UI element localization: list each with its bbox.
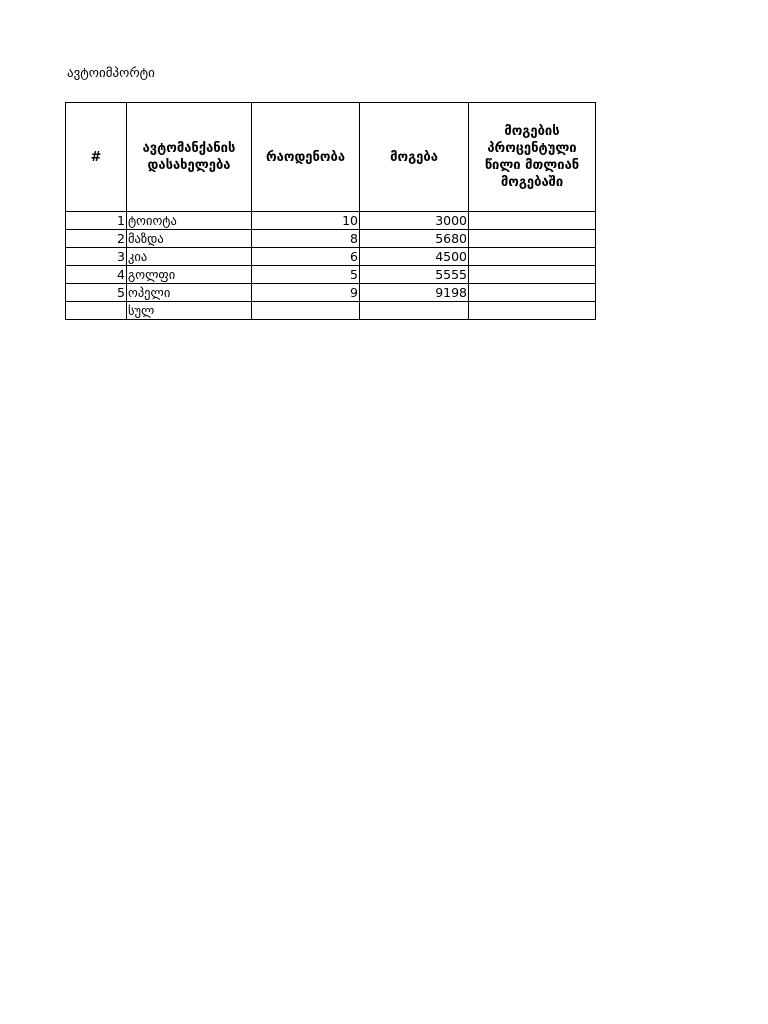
- cell-profit-share[interactable]: [469, 266, 596, 284]
- cell-quantity[interactable]: 6: [252, 248, 360, 266]
- cell-number[interactable]: [66, 302, 127, 320]
- cell-number[interactable]: 4: [66, 266, 127, 284]
- cell-number[interactable]: 2: [66, 230, 127, 248]
- header-profit[interactable]: მოგება: [360, 103, 469, 212]
- cell-total-profit[interactable]: [360, 302, 469, 320]
- cell-quantity[interactable]: 9: [252, 284, 360, 302]
- cell-total-share[interactable]: [469, 302, 596, 320]
- cell-quantity[interactable]: 8: [252, 230, 360, 248]
- table-row: [66, 266, 596, 284]
- cell-car-name[interactable]: ოპელი: [127, 284, 252, 302]
- header-number[interactable]: #: [66, 103, 127, 212]
- cell-car-name[interactable]: კია: [127, 248, 252, 266]
- cell-car-name[interactable]: მაზდა: [127, 230, 252, 248]
- car-import-table: [65, 102, 596, 320]
- cell-number[interactable]: 3: [66, 248, 127, 266]
- cell-car-name[interactable]: გოლფი: [127, 266, 252, 284]
- cell-profit-share[interactable]: [469, 230, 596, 248]
- cell-profit[interactable]: 3000: [360, 212, 469, 230]
- cell-quantity[interactable]: 10: [252, 212, 360, 230]
- cell-profit[interactable]: 5680: [360, 230, 469, 248]
- cell-profit-share[interactable]: [469, 248, 596, 266]
- header-car-name[interactable]: ავტომანქანის დასახელება: [127, 103, 252, 212]
- total-row: [66, 302, 596, 320]
- document-title: ავტოიმპორტი: [67, 66, 155, 81]
- table-row: [66, 212, 596, 230]
- cell-profit[interactable]: 9198: [360, 284, 469, 302]
- cell-car-name[interactable]: ტოიოტა: [127, 212, 252, 230]
- cell-quantity[interactable]: 5: [252, 266, 360, 284]
- cell-total-label[interactable]: სულ: [127, 302, 252, 320]
- header-quantity[interactable]: რაოდენობა: [252, 103, 360, 212]
- table-row: [66, 248, 596, 266]
- cell-total-quantity[interactable]: [252, 302, 360, 320]
- cell-profit[interactable]: 4500: [360, 248, 469, 266]
- table-row: [66, 284, 596, 302]
- header-row: [66, 103, 596, 212]
- cell-profit-share[interactable]: [469, 284, 596, 302]
- cell-profit[interactable]: 5555: [360, 266, 469, 284]
- cell-number[interactable]: 5: [66, 284, 127, 302]
- cell-number[interactable]: 1: [66, 212, 127, 230]
- table-row: [66, 230, 596, 248]
- header-profit-share[interactable]: მოგების პროცენტული წილი მთლიან მოგებაში: [469, 103, 596, 212]
- cell-profit-share[interactable]: [469, 212, 596, 230]
